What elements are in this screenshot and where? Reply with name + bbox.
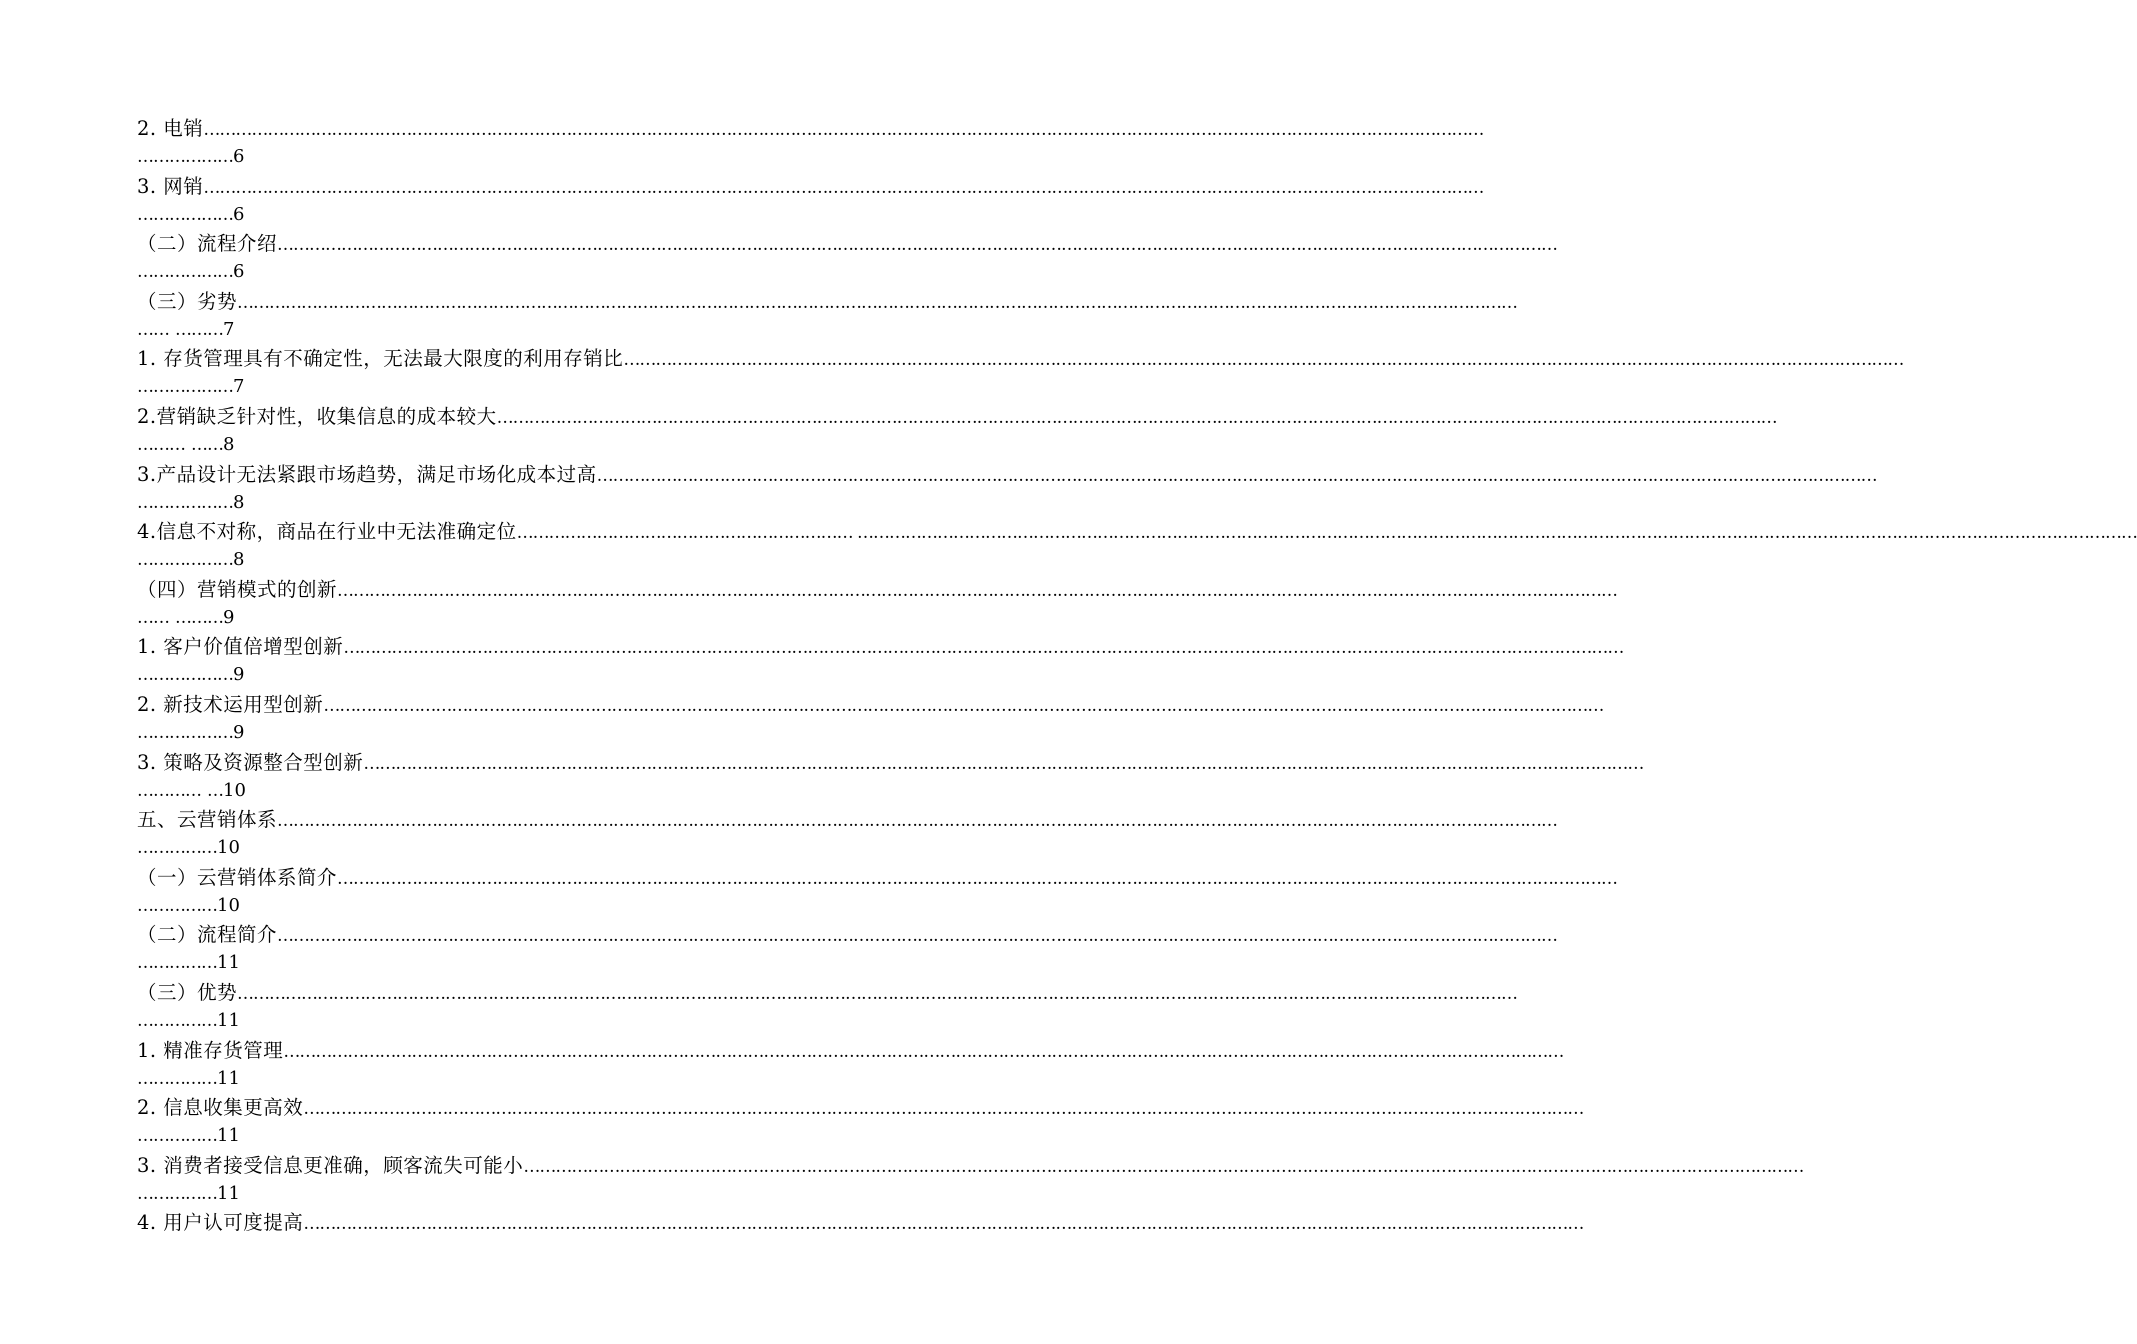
- dot-leader: ……………………………………………………………………………………………………………………………………………………………………………………………………………………: [277, 811, 1558, 832]
- toc-entry-title-line: [137, 517, 2137, 546]
- toc-entry-page-number: 9: [223, 606, 235, 628]
- toc-entry[interactable]: [137, 1151, 1804, 1209]
- toc-entry-page-number: 6: [233, 146, 245, 167]
- dot-leader: ……… ……: [137, 434, 223, 455]
- toc-entry[interactable]: [137, 287, 1518, 345]
- toc-entry-title: 3. 策略及资源整合型创新: [137, 750, 364, 774]
- toc-entry[interactable]: [137, 114, 1484, 172]
- dot-leader: ………………: [137, 377, 233, 398]
- table-of-contents: [137, 114, 2137, 1237]
- dot-leader: ……………: [137, 895, 217, 916]
- toc-entry-page-number: 7: [233, 376, 245, 398]
- toc-entry-title: 4. 用户认可度提高: [137, 1211, 304, 1235]
- toc-entry-page-number: 11: [217, 952, 240, 974]
- toc-entry-page-line: [137, 201, 859, 230]
- toc-entry-page-line: [137, 546, 859, 575]
- dot-leader: ……………………………………………………………………………………………………………………………………………………………………………………………………………………: [596, 465, 1877, 486]
- toc-entry-title: 2.营销缺乏针对性，收集信息的成本较大: [137, 404, 497, 428]
- dot-leader: ……………………………………………………………………………………………………………………………………………………………………………………………………………………: [237, 292, 1518, 313]
- toc-entry-title-line: [137, 287, 1518, 316]
- toc-entry-title: 3.产品设计无法紧跟市场趋势，满足市场化成本过高: [137, 462, 597, 486]
- toc-entry-title-line: [137, 1208, 1584, 1237]
- toc-entry-title: 1. 客户价值倍增型创新: [137, 635, 344, 659]
- toc-entry-title-line: [137, 632, 1624, 661]
- toc-entry-page-number: 11: [217, 1009, 240, 1031]
- toc-entry-title-line: [137, 920, 1558, 949]
- toc-entry-page-number: 10: [217, 837, 240, 859]
- toc-entry[interactable]: [137, 978, 1518, 1036]
- toc-entry[interactable]: [137, 229, 1558, 287]
- toc-entry-title: 3. 网销: [137, 174, 204, 198]
- toc-entry-page-number: 11: [217, 1125, 240, 1147]
- dot-leader: ……………: [137, 1183, 217, 1204]
- toc-entry-title-line: [137, 1036, 1564, 1065]
- toc-entry[interactable]: [137, 1036, 1564, 1094]
- toc-entry-title: 1. 精准存货管理: [137, 1038, 284, 1062]
- toc-entry-title-line: [137, 344, 1904, 373]
- toc-entry-page-line: [137, 892, 859, 921]
- dot-leader: ……………………………………………………………………………………………………………………………………………………………………………………………………………………: [337, 868, 1618, 889]
- toc-entry-page-line: [137, 719, 859, 748]
- toc-entry-title: 2. 信息收集更高效: [137, 1096, 304, 1120]
- dot-leader: ……………………………………………………………………………………………………………………………………………………………………………………………………………………: [343, 638, 1624, 659]
- toc-entry[interactable]: [137, 690, 1604, 748]
- toc-entry[interactable]: [137, 402, 1777, 460]
- toc-entry-title: 4.信息不对称，商品在行业中无法准确定位: [137, 520, 517, 544]
- toc-entry-title-line: [137, 575, 1618, 604]
- toc-entry-title-line: [137, 1093, 1584, 1122]
- dot-leader: ……………………………………………………… ……………………………………………………………………………………………………………………………………………………………………………………………………………………: [516, 523, 2137, 544]
- dot-leader: ………… …: [137, 780, 223, 801]
- toc-entry[interactable]: [137, 920, 1558, 978]
- toc-entry[interactable]: [137, 748, 1644, 806]
- dot-leader: ……………………………………………………………………………………………………………………………………………………………………………………………………………………: [283, 1041, 1564, 1062]
- dot-leader: ………………: [137, 262, 233, 283]
- toc-entry-title: 2. 电销: [137, 117, 204, 140]
- dot-leader: ……………: [137, 953, 217, 974]
- dot-leader: ……………………………………………………………………………………………………………………………………………………………………………………………………………………: [363, 753, 1644, 774]
- toc-entry-page-number: 8: [223, 433, 235, 455]
- toc-entry-page-number: 7: [223, 318, 235, 340]
- dot-leader: ……………: [137, 1068, 217, 1089]
- toc-entry-page-number: 10: [223, 779, 246, 801]
- toc-entry-title: （二）流程介绍: [137, 232, 278, 256]
- toc-entry-title: 3. 消费者接受信息更准确，顾客流失可能小: [137, 1153, 524, 1177]
- toc-entry-page-line: [137, 834, 859, 863]
- dot-leader: ……………………………………………………………………………………………………………………………………………………………………………………………………………………: [323, 695, 1604, 716]
- toc-entry-title-line: [137, 114, 1484, 143]
- toc-entry-page-line: [137, 777, 859, 806]
- toc-entry[interactable]: [137, 632, 1624, 690]
- toc-entry-title: 2. 新技术运用型创新: [137, 692, 324, 716]
- toc-entry-title: 五、云营销体系: [137, 808, 278, 832]
- toc-entry-page-number: 11: [217, 1067, 240, 1089]
- toc-entry-title-line: [137, 229, 1558, 258]
- toc-entry[interactable]: [137, 863, 1618, 921]
- toc-entry-page-line: [137, 949, 859, 978]
- dot-leader: ………………: [137, 204, 233, 225]
- dot-leader: ……………: [137, 838, 217, 859]
- toc-entry-title-line: [137, 460, 1877, 489]
- dot-leader: ……………………………………………………………………………………………………………………………………………………………………………………………………………………: [523, 1156, 1804, 1177]
- toc-entry-page-line: [137, 258, 859, 287]
- toc-entry-title-line: [137, 978, 1518, 1007]
- toc-entry-page-number: 8: [233, 549, 245, 571]
- toc-entry-page-number: 9: [233, 664, 245, 686]
- toc-entry[interactable]: [137, 517, 2137, 575]
- toc-entry-page-line: [137, 661, 859, 690]
- toc-entry-title-line: [137, 402, 1777, 431]
- toc-entry-page-number: 9: [233, 721, 245, 743]
- toc-entry-title-line: [137, 863, 1618, 892]
- dot-leader: ……………………………………………………………………………………………………………………………………………………………………………………………………………………: [203, 177, 1484, 198]
- dot-leader: ……………………………………………………………………………………………………………………………………………………………………………………………………………………: [303, 1099, 1584, 1120]
- dot-leader: …… ………: [137, 607, 223, 628]
- dot-leader: ………………: [137, 665, 233, 686]
- toc-entry-page-line: [137, 1180, 859, 1209]
- toc-entry-page-line: [137, 1122, 859, 1151]
- toc-entry-page-number: 11: [217, 1182, 240, 1204]
- toc-entry-page-line: [137, 143, 859, 172]
- toc-entry-title-line: [137, 172, 1484, 201]
- dot-leader: ………………: [137, 722, 233, 743]
- toc-entry-page-number: 6: [233, 261, 245, 283]
- toc-entry-page-line: [137, 489, 859, 518]
- toc-entry[interactable]: [137, 1093, 1584, 1151]
- toc-entry[interactable]: [137, 575, 1618, 633]
- dot-leader: ……………………………………………………………………………………………………………………………………………………………………………………………………………………: [277, 235, 1558, 256]
- dot-leader: ………………: [137, 492, 233, 513]
- toc-entry-page-line: [137, 373, 859, 402]
- toc-entry-title: （四）营销模式的创新: [137, 577, 338, 601]
- dot-leader: ……………………………………………………………………………………………………………………………………………………………………………………………………………………: [237, 983, 1518, 1004]
- toc-entry-page-line: [137, 431, 859, 460]
- toc-entry-title-line: [137, 805, 1558, 834]
- toc-entry-page-line: [137, 1007, 859, 1036]
- toc-entry-title-line: [137, 690, 1604, 719]
- toc-entry[interactable]: [137, 172, 1484, 230]
- toc-entry-title-line: [137, 1151, 1804, 1180]
- toc-entry-page-line: [137, 316, 859, 345]
- dot-leader: ……………………………………………………………………………………………………………………………………………………………………………………………………………………: [303, 1214, 1584, 1235]
- toc-entry[interactable]: [137, 1208, 1584, 1237]
- toc-entry-title: （二）流程简介: [137, 923, 278, 947]
- toc-entry-page-number: 8: [233, 491, 245, 513]
- dot-leader: ……………………………………………………………………………………………………………………………………………………………………………………………………………………: [277, 926, 1558, 947]
- toc-entry[interactable]: [137, 805, 1558, 863]
- toc-entry-title: （三）优势: [137, 980, 238, 1004]
- dot-leader: ……………: [137, 1010, 217, 1031]
- toc-entry-page-number: 6: [233, 203, 245, 225]
- toc-entry[interactable]: [137, 460, 1877, 518]
- toc-entry-title: （一）云营销体系简介: [137, 865, 338, 889]
- dot-leader: ……………………………………………………………………………………………………………………………………………………………………………………………………………………: [337, 580, 1618, 601]
- toc-entry[interactable]: [137, 344, 1904, 402]
- toc-entry-page-number: 10: [217, 894, 240, 916]
- toc-entry-page-line: [137, 1065, 859, 1094]
- dot-leader: ……………………………………………………………………………………………………………………………………………………………………………………………………………………: [623, 350, 1904, 371]
- dot-leader: ……………………………………………………………………………………………………………………………………………………………………………………………………………………: [203, 120, 1484, 140]
- dot-leader: ……………: [137, 1126, 217, 1147]
- toc-entry-page-line: [137, 604, 859, 633]
- dot-leader: ………………: [137, 550, 233, 571]
- toc-entry-title: （三）劣势: [137, 289, 238, 313]
- dot-leader: ………………: [137, 147, 233, 167]
- toc-entry-title: 1. 存货管理具有不确定性，无法最大限度的利用存销比: [137, 347, 624, 371]
- dot-leader: ……………………………………………………………………………………………………………………………………………………………………………………………………………………: [496, 407, 1777, 428]
- toc-entry-title-line: [137, 748, 1644, 777]
- dot-leader: …… ………: [137, 319, 223, 340]
